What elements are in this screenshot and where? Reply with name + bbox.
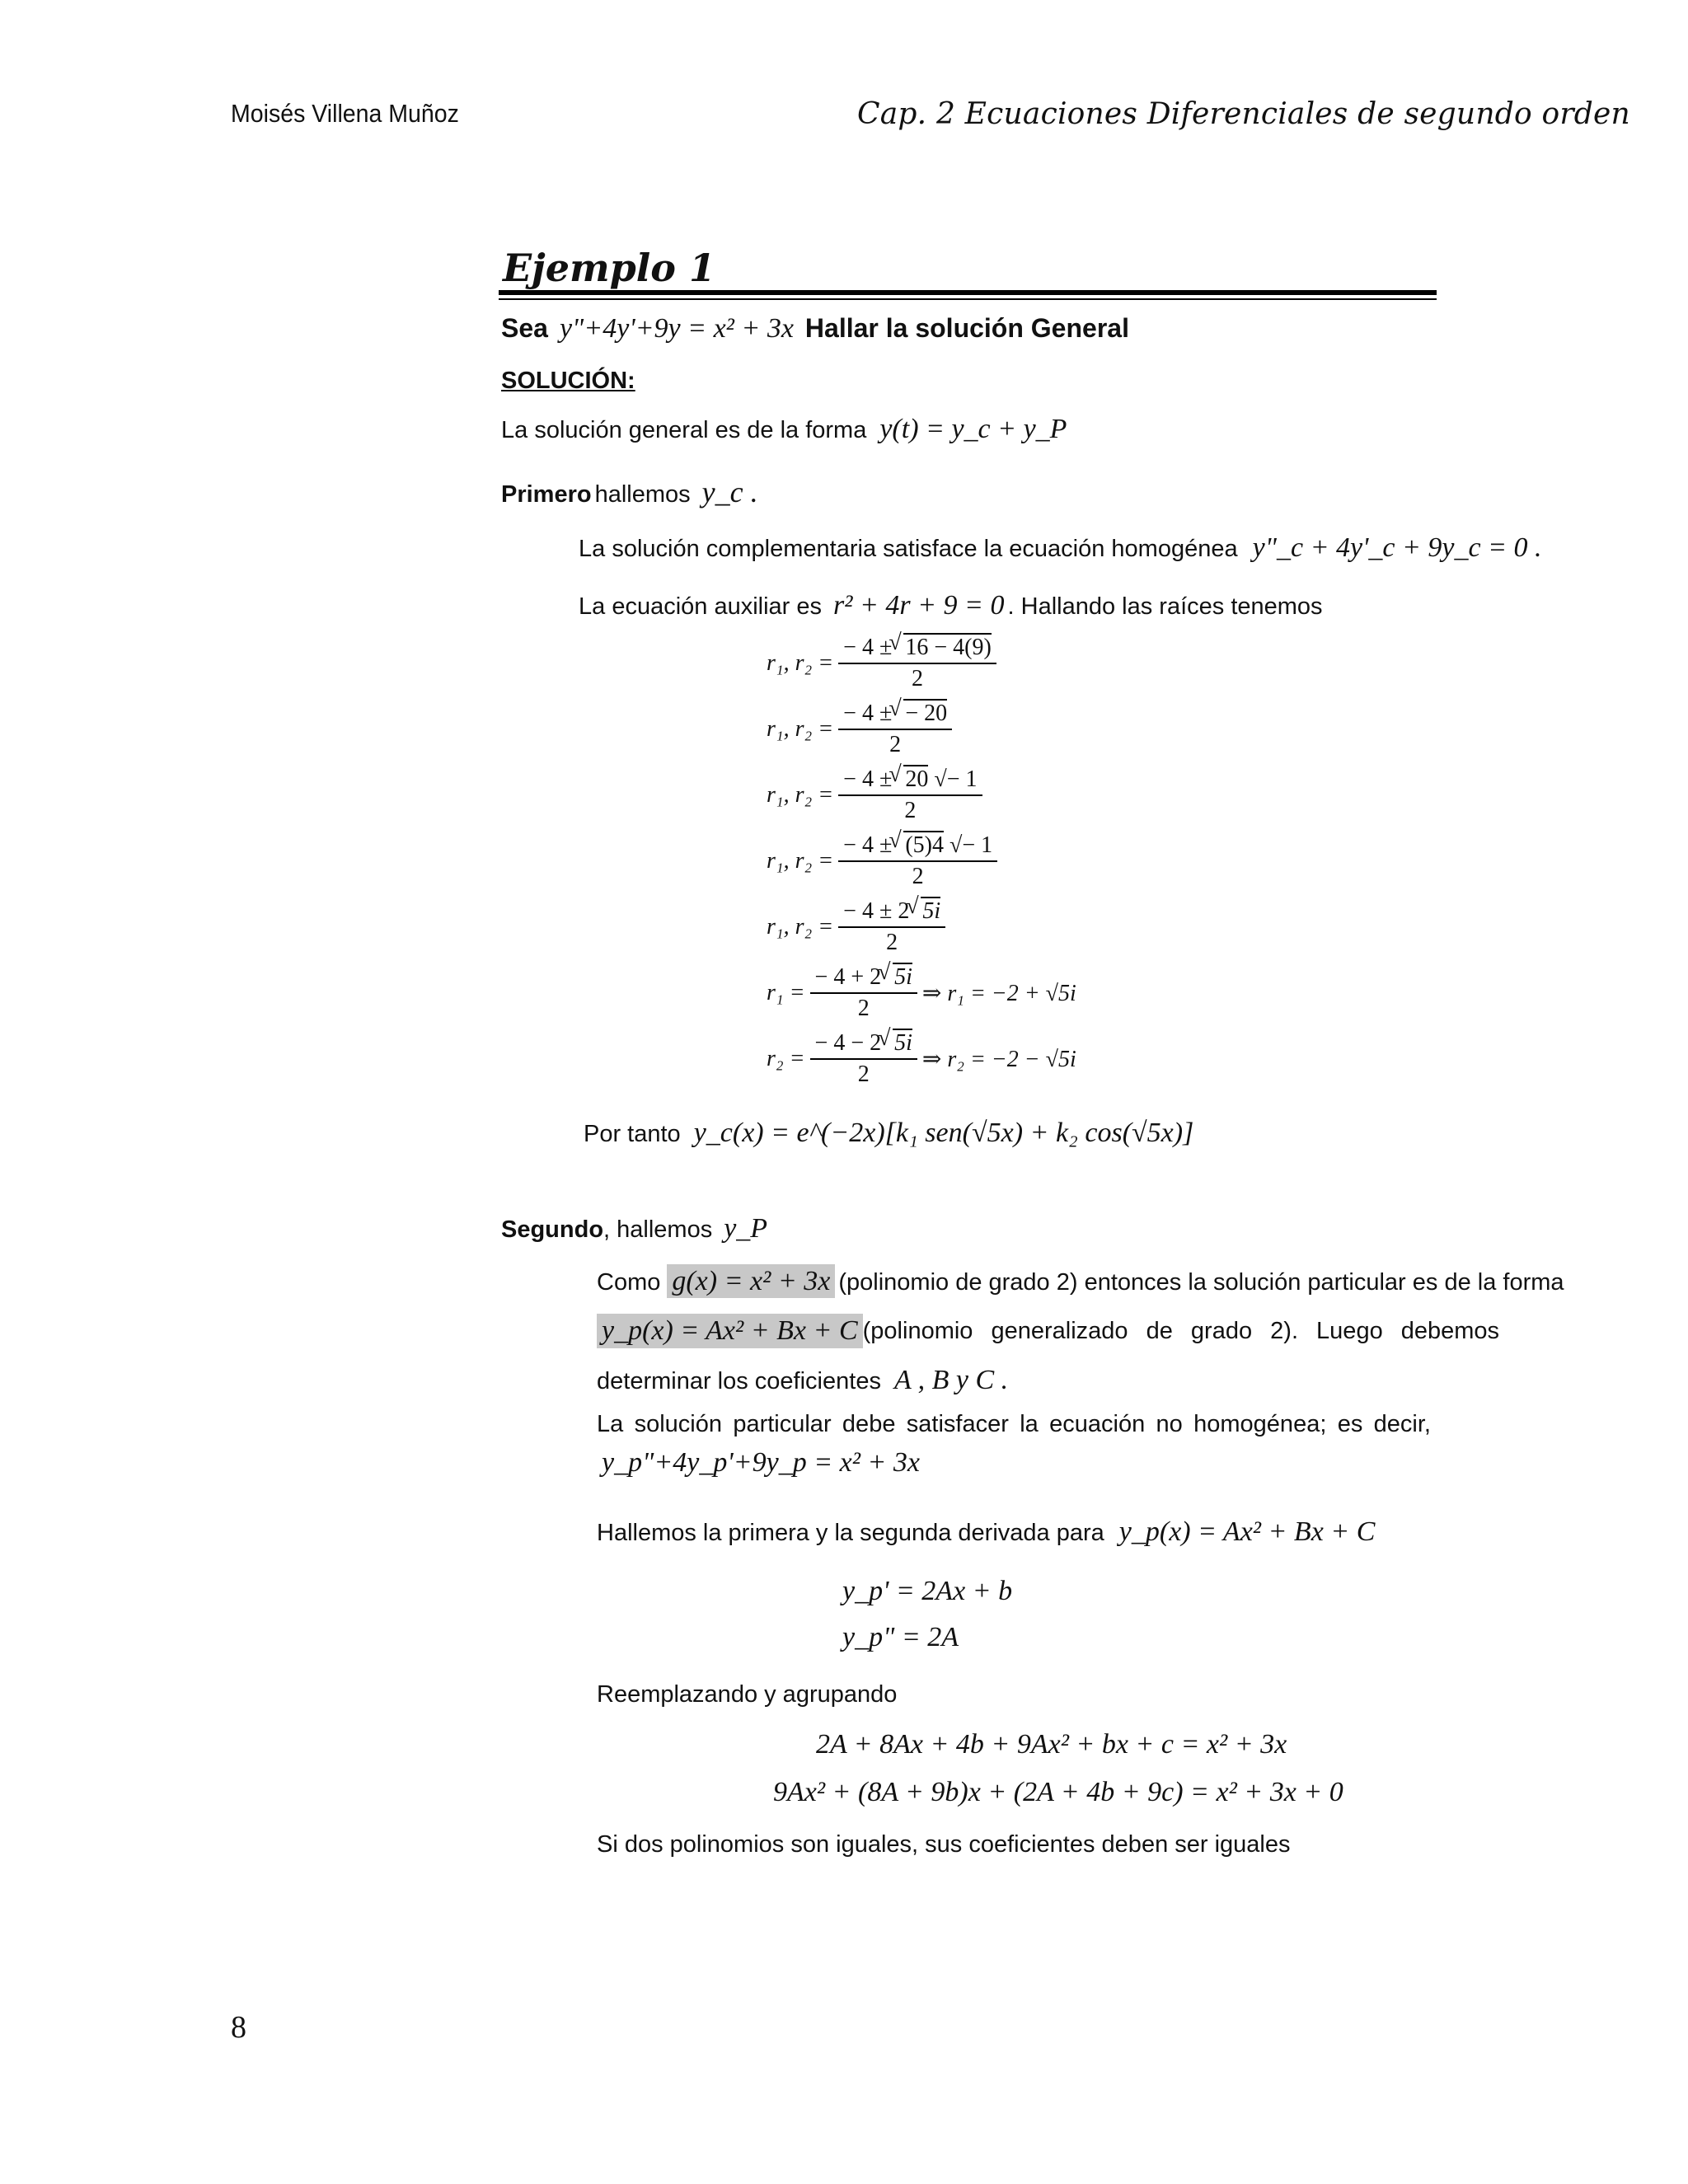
second-derivative: y_p" = 2A	[842, 1622, 959, 1652]
header-author: Moisés Villena Muñoz	[231, 99, 459, 128]
root-radicand: √ (5)4	[903, 831, 944, 858]
como-line-3	[597, 1365, 1008, 1396]
problem-task: Hallar la solución General	[804, 313, 1129, 343]
derivadas-formula: y_p(x) = Ax² + Bx + C	[1118, 1516, 1376, 1547]
g-formula-highlight: g(x) = x² + 3x	[667, 1264, 835, 1298]
general-form-formula: y(t) = y_c + y_P	[879, 414, 1067, 444]
r2-result: ⇒ r₂ = −2 − √5i	[921, 1047, 1076, 1072]
complementaria-formula: y"_c + 4y'_c + 9y_c = 0 .	[1252, 532, 1542, 563]
yp-formula-highlight: y_p(x) = Ax² + Bx + C	[597, 1314, 863, 1348]
r1-radicand: √ 5i	[893, 963, 912, 990]
root-tail: √− 1	[949, 832, 993, 858]
example-title: Ejemplo 1	[503, 246, 715, 290]
segundo-symbol: y_P	[724, 1213, 768, 1244]
general-form-text: La solución general es de la forma	[501, 417, 867, 443]
root-num: − 4 ±	[843, 766, 893, 792]
root-num: − 4 ± 2	[843, 898, 910, 924]
r2-lhs: r₂ =	[767, 1046, 805, 1071]
root-lhs: r₁, r₂ =	[767, 848, 834, 874]
coefs: A , B y C .	[893, 1365, 1009, 1395]
derivadas-text: Hallemos la primera y la segunda derivada para	[597, 1520, 1104, 1546]
root-step-3	[767, 766, 987, 824]
root-step-1	[767, 635, 1001, 692]
reemplazando-text: Reemplazando y agrupando	[597, 1681, 898, 1708]
derivadas-line	[597, 1516, 1375, 1548]
r2-num: − 4 − 2	[814, 1030, 882, 1056]
segundo-line	[501, 1213, 767, 1244]
problem-statement	[501, 313, 1129, 344]
primero-text: hallemos	[594, 481, 691, 508]
root-radicand: √ − 20	[903, 699, 947, 726]
como-text-3: determinar los coeficientes	[597, 1368, 881, 1394]
por-tanto-text: Por tanto	[584, 1121, 681, 1147]
root-radicand: √ 20	[903, 765, 928, 792]
equation-grouped-2: 9Ax² + (8A + 9b)x + (2A + 4b + 9c) = x² + 3x + 0	[773, 1777, 1343, 1807]
root-radicand: √ 16 − 4(9)	[903, 633, 991, 660]
como-text-2: (polinomio generalizado de grado 2). Luego debemos	[862, 1317, 1500, 1344]
root-den: 2	[911, 666, 923, 691]
root-lhs: r₁, r₂ =	[767, 914, 834, 940]
root-lhs: r₁, r₂ =	[767, 716, 834, 742]
particular-text: La solución particular debe satisfacer la ecuación no homogénea; es decir,	[597, 1411, 1431, 1437]
como-text-1: (polinomio de grado 2) entonces la solución particular es de la forma	[838, 1269, 1564, 1296]
r1-num: − 4 + 2	[814, 964, 882, 990]
root-r2	[767, 1030, 1076, 1088]
primero-symbol: y_c .	[701, 476, 758, 509]
conclusion-text: Si dos polinomios son iguales, sus coeficientes deben ser iguales	[597, 1831, 1291, 1858]
r1-den: 2	[857, 996, 870, 1021]
particular-formula: y_p"+4y_p'+9y_p = x² + 3x	[602, 1447, 920, 1478]
title-rule-thick	[499, 290, 1437, 295]
root-r1	[767, 964, 1076, 1022]
auxiliar-after: . Hallando las raíces tenemos	[1007, 593, 1323, 620]
r2-radicand: √ 5i	[893, 1029, 912, 1056]
primero-line	[501, 475, 758, 509]
por-tanto-formula: y_c(x) = e^(−2x)[k₁ sen(√5x) + k₂ cos(√5x)]	[693, 1118, 1194, 1148]
problem-equation: y"+4y'+9y = x² + 3x	[559, 313, 794, 344]
auxiliar-text: La ecuación auxiliar es	[579, 593, 823, 620]
complementaria-text: La solución complementaria satisface la ecuación homogénea	[579, 536, 1238, 562]
title-rule-thin	[499, 298, 1437, 300]
root-num: − 4 ±	[843, 701, 893, 726]
como-line-1	[597, 1266, 1564, 1297]
root-lhs: r₁, r₂ =	[767, 650, 834, 676]
por-tanto-line	[584, 1118, 1193, 1149]
root-den: 2	[886, 930, 898, 955]
root-step-2	[767, 701, 957, 758]
primero-bold: Primero	[501, 481, 592, 508]
equation-grouped-1: 2A + 8Ax + 4b + 9Ax² + bx + c = x² + 3x	[816, 1729, 1287, 1760]
general-form-line	[501, 414, 1067, 445]
root-lhs: r₁, r₂ =	[767, 782, 834, 808]
solution-label: SOLUCIÓN:	[501, 368, 635, 394]
complementaria-line	[579, 532, 1542, 564]
root-num: − 4 ±	[843, 635, 893, 660]
root-den: 2	[904, 798, 917, 823]
r1-result: ⇒ r₁ = −2 + √5i	[921, 981, 1076, 1006]
page-number: 8	[231, 2010, 246, 2045]
r2-den: 2	[857, 1062, 870, 1087]
root-den: 2	[912, 864, 924, 889]
root-den: 2	[889, 732, 902, 757]
roots-derivation	[767, 635, 1179, 1096]
como-word: Como	[597, 1269, 661, 1296]
root-step-5	[767, 898, 950, 956]
auxiliar-line	[579, 590, 1323, 621]
header-chapter: Cap. 2 Ecuaciones Diferenciales de segundo orden	[857, 97, 1630, 131]
root-step-4	[767, 832, 1002, 890]
root-num: − 4 ±	[843, 832, 893, 858]
root-radicand: √ 5i	[921, 897, 940, 924]
root-tail: √− 1	[934, 766, 978, 792]
r1-lhs: r₁ =	[767, 980, 805, 1005]
auxiliar-formula: r² + 4r + 9 = 0	[833, 590, 1005, 621]
segundo-text: , hallemos	[603, 1216, 713, 1243]
first-derivative: y_p' = 2Ax + b	[842, 1576, 1013, 1606]
segundo-bold: Segundo	[501, 1216, 604, 1243]
sea-label: Sea	[501, 313, 548, 343]
como-line-2	[597, 1314, 1500, 1348]
